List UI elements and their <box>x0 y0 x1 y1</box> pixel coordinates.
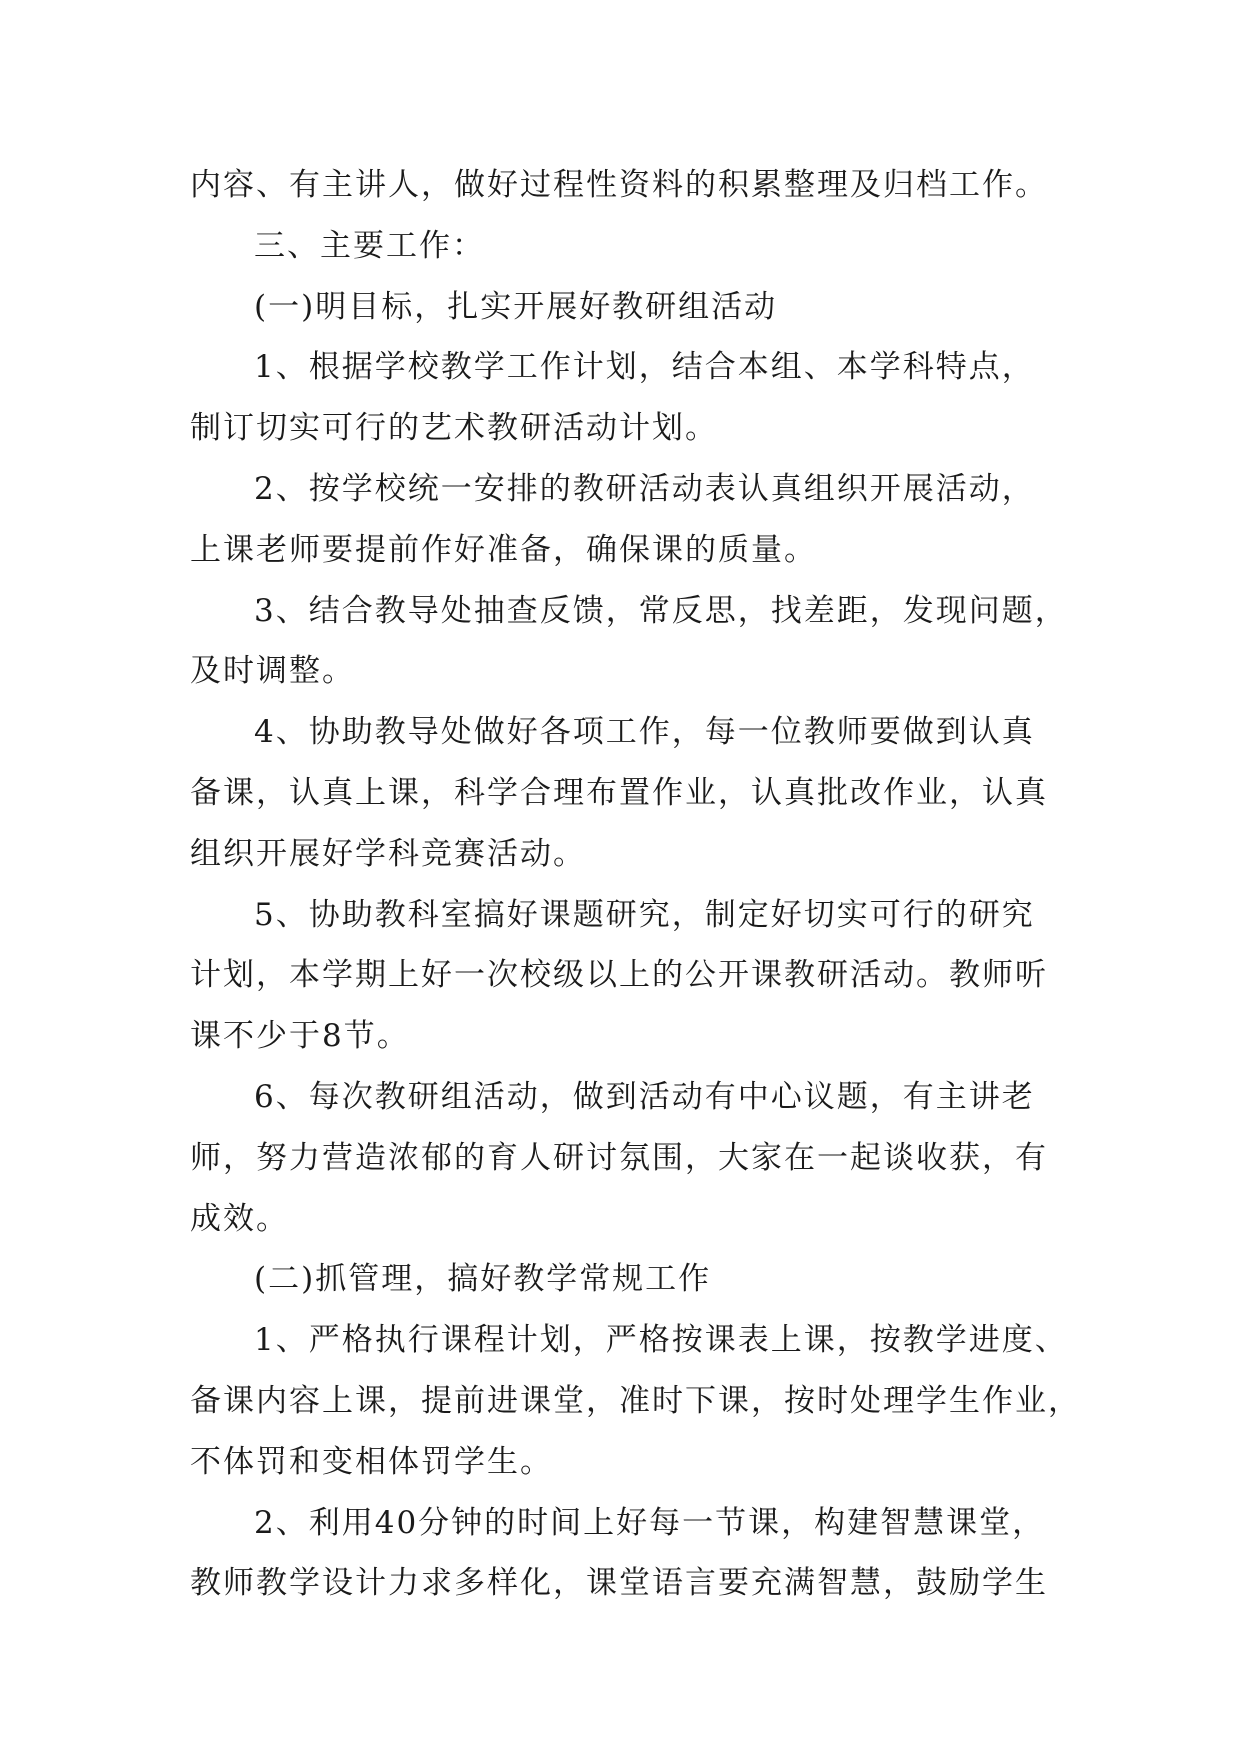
text-line: 师，努力营造浓郁的育人研讨氛围，大家在一起谈收获，有 <box>190 1139 1048 1176</box>
text-line: 教师教学设计力求多样化，课堂语言要充满智慧，鼓励学生 <box>190 1565 1048 1602</box>
text-line: 备课，认真上课，科学合理布置作业，认真批改作业，认真 <box>190 774 1048 811</box>
text-line: 2、按学校统一安排的教研活动表认真组织开展活动， <box>254 470 1035 507</box>
text-line: 组织开展好学科竞赛活动。 <box>190 835 586 872</box>
text-line: 备课内容上课，提前进课堂，准时下课，按时处理学生作业， <box>190 1382 1081 1419</box>
text-line: 不体罚和变相体罚学生。 <box>190 1443 553 1480</box>
text-line: 4、协助教导处做好各项工作，每一位教师要做到认真 <box>254 714 1035 751</box>
text-line: (一)明目标，扎实开展好教研组活动 <box>254 288 778 325</box>
text-line: 1、根据学校教学工作计划，结合本组、本学科特点， <box>254 349 1035 386</box>
text-line: 课不少于8节。 <box>190 1018 410 1055</box>
text-line: 6、每次教研组活动，做到活动有中心议题，有主讲老 <box>254 1078 1035 1115</box>
text-line: 上课老师要提前作好准备，确保课的质量。 <box>190 531 817 568</box>
text-line: 5、协助教科室搞好课题研究，制定好切实可行的研究 <box>254 896 1035 933</box>
text-line: 三、主要工作： <box>254 227 485 264</box>
text-line: 1、严格执行课程计划，严格按课表上课，按教学进度、 <box>254 1322 1068 1359</box>
text-line: 3、结合教导处抽查反馈，常反思，找差距，发现问题， <box>254 592 1068 629</box>
text-line: 2、利用40分钟的时间上好每一节课，构建智慧课堂， <box>254 1504 1046 1541</box>
text-line: 制订切实可行的艺术教研活动计划。 <box>190 410 718 447</box>
text-line: 及时调整。 <box>190 653 355 690</box>
text-line: 成效。 <box>190 1200 289 1237</box>
document-body <box>190 155 1081 1614</box>
text-line: 计划，本学期上好一次校级以上的公开课教研活动。教师听 <box>190 957 1048 994</box>
text-line: (二)抓管理，搞好教学常规工作 <box>254 1261 712 1298</box>
text-line: 内容、有主讲人，做好过程性资料的积累整理及归档工作。 <box>190 167 1048 203</box>
